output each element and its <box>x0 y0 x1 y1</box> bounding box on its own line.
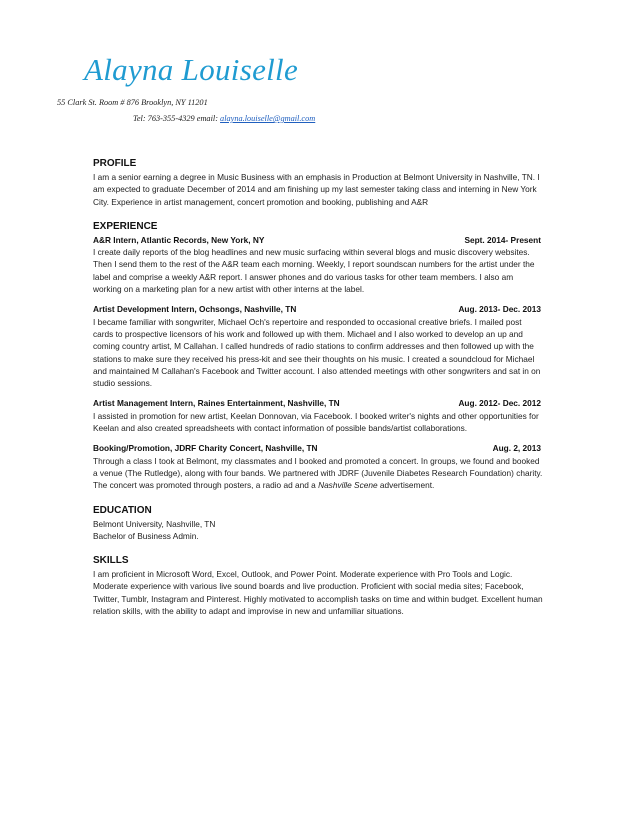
phone-label: Tel: 763-355-4329 email: <box>133 114 218 123</box>
job-dates: Aug. 2, 2013 <box>492 443 541 454</box>
job-description <box>93 455 543 492</box>
skills-text: I am proficient in Microsoft Word, Excel, Outlook, and Power Point. Moderate experience with Pro Tools and Logic. Moderate experience with various live sound boards and live production. Proficient with social media sites; Facebook, Twitter, Tumblr, Instagram and Pinterest. Highly motivated to accomplish tasks on time and within budget. Excellent human relation skills, with the ability to adapt and improvise in new and unfamiliar situations. <box>93 569 543 617</box>
job-dates: Aug. 2013- Dec. 2013 <box>458 304 541 315</box>
job-description: I assisted in promotion for new artist, Keelan Donnovan, via Facebook. I booked writer's nights and other opportunities for Keelan and also created spreadsheets with contact information of possible bands/artist collaborations. <box>93 410 539 434</box>
contact-line <box>133 114 315 123</box>
job-entry <box>93 303 543 389</box>
experience-section <box>93 220 543 492</box>
section-title-skills: SKILLS <box>93 555 129 567</box>
job-description: I became familiar with songwriter, Michael Och's repertoire and responded to occasional creative briefs. I mailed post cards to prospective licensors of his work and followed up with them. Michael and I also worked to develop an up and coming country artist, M Callahan. I called hundreds of radio stations to confirm addresses and then followed up with the stations to make sure they received his press-kit and see their thoughts on his music. I created a soundcloud for Michael and maintained M Callahan's Facebook and Twitter account. I also attended meetings with other songwriters and sat in on studio sessions. <box>93 316 541 389</box>
skills-section <box>93 554 543 617</box>
profile-text: I am a senior earning a degree in Music Business with an emphasis in Production at Belmont University in Nashville, TN. I am expected to graduate December of 2014 and am finishing up my last semester taking class and interning in New York City. Experience in artist management, concert promotion and booking, publishing and A&R <box>93 172 540 207</box>
education-degree: Bachelor of Business Admin. <box>93 530 199 541</box>
job-heading: Booking/Promotion, JDRF Charity Concert, Nashville, TN <box>93 443 318 454</box>
job-dates: Aug. 2012- Dec. 2012 <box>458 398 541 409</box>
education-section <box>93 504 543 543</box>
job-text-part: advertisement. <box>377 480 435 491</box>
section-title-education: EDUCATION <box>93 504 152 516</box>
section-title-profile: PROFILE <box>93 158 137 169</box>
resume-body <box>93 157 543 617</box>
job-description: I create daily reports of the blog headlines and new music surfacing within several blogs and music discovery websites. Then I send them to the rest of the A&R team each morning. Weekly, I report soundscan numbers for the artist under the label and comprise a weekly A&R report. I answer phones and do various tasks for other team members. I also am working on a marketing plan for a new artist with other interns at the label. <box>93 247 535 295</box>
job-entry <box>93 234 543 295</box>
section-title-experience: EXPERIENCE <box>93 220 158 232</box>
email-link[interactable]: alayna.louiselle@gmail.com <box>220 114 316 123</box>
job-text-part: Through a class I took at Belmont, my classmates and I booked and promoted a concert. In groups, we found and booked a venue (The Rutledge), along with four bands. We partnered with JDRF (Juvenile Diabetes Research Foundation) charity. The concert was promoted through posters, a radio ad and a <box>93 455 543 491</box>
address-line: 55 Clark St. Room # 876 Brooklyn, NY 11201 <box>57 98 208 107</box>
job-heading: Artist Management Intern, Raines Entertainment, Nashville, TN <box>93 398 340 409</box>
job-heading: A&R Intern, Atlantic Records, New York, NY <box>93 234 265 245</box>
job-entry <box>93 397 543 434</box>
job-heading: Artist Development Intern, Ochsongs, Nashville, TN <box>93 304 297 315</box>
publication-name: Nashville Scene <box>318 480 378 491</box>
job-dates: Sept. 2014- Present <box>464 234 541 245</box>
job-entry <box>93 442 543 491</box>
education-school: Belmont University, Nashville, TN <box>93 518 216 529</box>
resume-name: Alayna Louiselle <box>84 52 299 87</box>
profile-section <box>93 157 543 208</box>
